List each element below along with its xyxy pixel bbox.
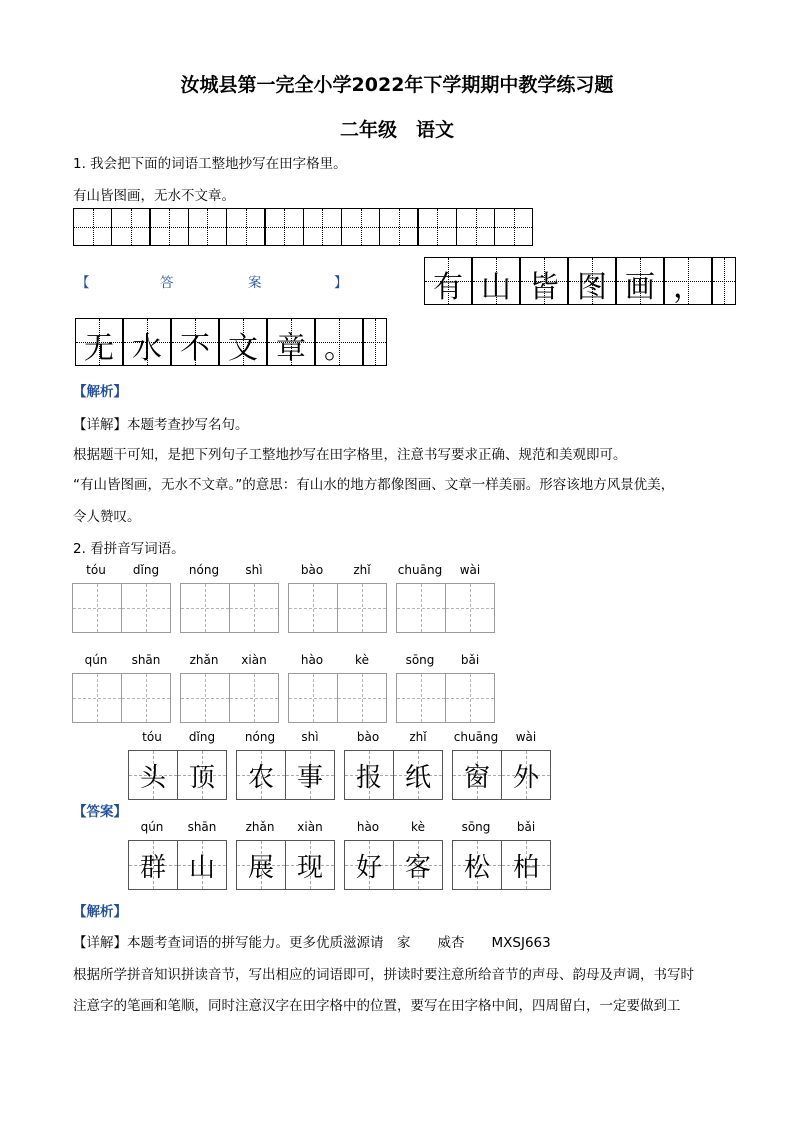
- answer-grid-row-2: [75, 318, 371, 366]
- answer-grid-cell: [75, 318, 123, 366]
- answer-char: 。: [324, 331, 354, 366]
- copy-grid-cell: [150, 208, 189, 246]
- word-grid-cell: [229, 673, 279, 723]
- answer-word-char: 报: [355, 763, 382, 793]
- pinyin-label: bào: [300, 563, 324, 577]
- pinyin-label: zhǎn: [245, 820, 275, 834]
- answer-char: 山: [481, 270, 511, 305]
- answer-word-cell: [285, 750, 335, 800]
- answer-word-char: 窗: [463, 763, 490, 793]
- pinyin-label: wài: [459, 563, 481, 577]
- word-grid-cell: [121, 673, 171, 723]
- answer-grid-cell: [363, 318, 387, 366]
- word-grid-cell: [396, 673, 446, 723]
- word-grid-cell: [72, 583, 122, 633]
- pinyin-label: zhǐ: [409, 730, 427, 744]
- word-grid-cell: [445, 673, 495, 723]
- answer-grid-cell: [712, 257, 736, 305]
- copy-grid-cell: [418, 208, 457, 246]
- answer-grid-cell: [219, 318, 267, 366]
- answer-label-char-2: 案: [248, 275, 262, 291]
- answer-word-char: 客: [404, 853, 431, 883]
- answer-grid-cell: [315, 318, 363, 366]
- answer-word-char: 好: [355, 853, 382, 883]
- pinyin-label: bǎi: [460, 653, 480, 667]
- word-grid-cell: [337, 673, 387, 723]
- copy-grid-cell: [494, 208, 533, 246]
- question-1-prompt: 1. 我会把下面的词语工整地抄写在田字格里。: [73, 156, 347, 172]
- answer-word-char: 外: [512, 763, 539, 793]
- pinyin-label: xiàn: [297, 820, 323, 834]
- answer-grid-cell: [568, 257, 616, 305]
- q2-jiexi-label: 【解析】: [73, 904, 127, 920]
- word-grid-cell: [288, 583, 338, 633]
- copy-grid-cell: [456, 208, 495, 246]
- pinyin-label: zhǐ: [353, 563, 371, 577]
- pinyin-label: shì: [245, 563, 263, 577]
- answer-word-char: 顶: [188, 763, 215, 793]
- pinyin-label: hào: [356, 820, 380, 834]
- q2-detail-3: 注意字的笔画和笔顺，同时注意汉字在田字格中的位置，要写在田字格中间，四周留白，一定要做到工: [73, 998, 681, 1014]
- answer-word-char: 柏: [512, 853, 539, 883]
- question-2-prompt: 2. 看拼音写词语。: [73, 541, 185, 557]
- answer-word-cell: [128, 750, 178, 800]
- pinyin-label: nóng: [244, 730, 276, 744]
- question-1-sentence: 有山皆图画，无水不文章。: [73, 188, 235, 204]
- q2-detail-1: 【详解】本题考查词语的拼写能力。更多优质滋源请 家 威杏 MXSJ663: [73, 935, 551, 951]
- answer-word-cell: [236, 750, 286, 800]
- pinyin-label: kè: [355, 653, 369, 667]
- q1-detail-3: “有山皆图画，无水不文章。”的意思：有山水的地方都像图画、文章一样美丽。形容该地方风景优美，: [73, 477, 675, 493]
- answer-word-cell: [128, 840, 178, 890]
- word-grid-cell: [445, 583, 495, 633]
- pinyin-label: qún: [140, 820, 164, 834]
- pinyin-label: shì: [301, 730, 319, 744]
- answer-word-cell: [393, 750, 443, 800]
- answer-char: ，: [673, 270, 703, 305]
- copy-grid-cell: [303, 208, 342, 246]
- pinyin-label: chuāng: [397, 563, 443, 577]
- answer-grid-cell: [123, 318, 171, 366]
- word-grid-cell: [180, 583, 230, 633]
- answer-word-char: 农: [247, 763, 274, 793]
- answer-word-char: 头: [139, 763, 166, 793]
- answer-word-char: 松: [463, 853, 490, 883]
- answer-label-open: 【: [76, 275, 90, 291]
- answer-word-cell: [452, 750, 502, 800]
- word-grid-cell: [288, 673, 338, 723]
- answer-grid-cell: [171, 318, 219, 366]
- answer-grid-cell: [616, 257, 664, 305]
- answer-char: 不: [180, 331, 210, 366]
- pinyin-label: hào: [300, 653, 324, 667]
- answer-word-char: 现: [296, 853, 323, 883]
- answer-word-cell: [344, 750, 394, 800]
- pinyin-label: kè: [411, 820, 425, 834]
- answer-word-cell: [452, 840, 502, 890]
- q1-detail-1: 【详解】本题考查抄写名句。: [73, 417, 249, 433]
- q1-detail-2: 根据题干可知，是把下列句子工整地抄写在田字格里，注意书写要求正确、规范和美观即可。: [73, 447, 627, 463]
- answer-grid-cell: [472, 257, 520, 305]
- pinyin-label: sōng: [405, 653, 435, 667]
- copy-grid-cell: [341, 208, 380, 246]
- answer-char: 文: [228, 331, 258, 366]
- word-grid-cell: [180, 673, 230, 723]
- pinyin-grid-row-2: [72, 653, 502, 725]
- answer-word-cell: [501, 840, 551, 890]
- answer-pinyin-grid-row-2: [128, 820, 558, 890]
- pinyin-label: sōng: [461, 820, 491, 834]
- answer-grid-cell: [424, 257, 472, 305]
- copy-grid-cell: [226, 208, 265, 246]
- answer-label-char-1: 答: [160, 275, 174, 291]
- answer-word-char: 群: [139, 853, 166, 883]
- copy-grid: [73, 208, 533, 246]
- answer-char: 章: [276, 331, 306, 366]
- pinyin-label: chuāng: [453, 730, 499, 744]
- copy-grid-cell: [188, 208, 227, 246]
- answer-char: 有: [433, 270, 463, 305]
- pinyin-label: shān: [187, 820, 217, 834]
- answer-char: 皆: [529, 270, 559, 305]
- pinyin-label: dǐng: [188, 730, 216, 744]
- answer-grid-cell: [664, 257, 712, 305]
- answer-grid-cell: [267, 318, 315, 366]
- pinyin-label: nóng: [188, 563, 220, 577]
- q1-jiexi-label: 【解析】: [73, 384, 127, 400]
- q1-detail-4: 令人赞叹。: [73, 509, 141, 525]
- answer-word-cell: [177, 750, 227, 800]
- pinyin-grid-row-1: [72, 563, 502, 635]
- answer-word-char: 山: [188, 853, 215, 883]
- word-grid-cell: [121, 583, 171, 633]
- pinyin-label: tóu: [142, 730, 162, 744]
- pinyin-label: xiàn: [241, 653, 267, 667]
- pinyin-label: bào: [356, 730, 380, 744]
- q2-detail-2: 根据所学拼音知识拼读音节，写出相应的词语即可，拼读时要注意所给音节的声母、韵母及声调，书写时: [73, 967, 694, 983]
- word-grid-cell: [337, 583, 387, 633]
- word-grid-cell: [229, 583, 279, 633]
- answer-word-char: 事: [296, 763, 323, 793]
- answer-word-cell: [344, 840, 394, 890]
- pinyin-label: dǐng: [132, 563, 160, 577]
- answer-word-cell: [393, 840, 443, 890]
- pinyin-label: zhǎn: [189, 653, 219, 667]
- answer-word-cell: [501, 750, 551, 800]
- answer-word-cell: [285, 840, 335, 890]
- answer-word-cell: [177, 840, 227, 890]
- pinyin-label: wài: [515, 730, 537, 744]
- page-title: 汝城县第一完全小学2022年下学期期中教学练习题: [180, 74, 614, 96]
- copy-grid-cell: [111, 208, 150, 246]
- answer-char: 水: [132, 331, 162, 366]
- answer-char: 无: [84, 331, 114, 366]
- answer-word-cell: [236, 840, 286, 890]
- answer-word-char: 展: [247, 853, 274, 883]
- pinyin-label: qún: [84, 653, 108, 667]
- pinyin-label: tóu: [86, 563, 106, 577]
- copy-grid-cell: [265, 208, 304, 246]
- answer-label-close: 】: [334, 275, 348, 291]
- answer-word-char: 纸: [404, 763, 431, 793]
- copy-grid-cell: [379, 208, 418, 246]
- word-grid-cell: [72, 673, 122, 723]
- answer-char: 画: [625, 270, 655, 305]
- pinyin-label: shān: [131, 653, 161, 667]
- answer-pinyin-grid-row-1: [128, 730, 558, 800]
- answer-char: 图: [577, 270, 607, 305]
- pinyin-label: bǎi: [516, 820, 536, 834]
- answer-grid-row-1: [424, 257, 720, 305]
- word-grid-cell: [396, 583, 446, 633]
- page-subtitle: 二年级 语文: [339, 119, 454, 141]
- copy-grid-cell: [73, 208, 112, 246]
- q2-answer-label: 【答案】: [73, 804, 127, 820]
- answer-grid-cell: [520, 257, 568, 305]
